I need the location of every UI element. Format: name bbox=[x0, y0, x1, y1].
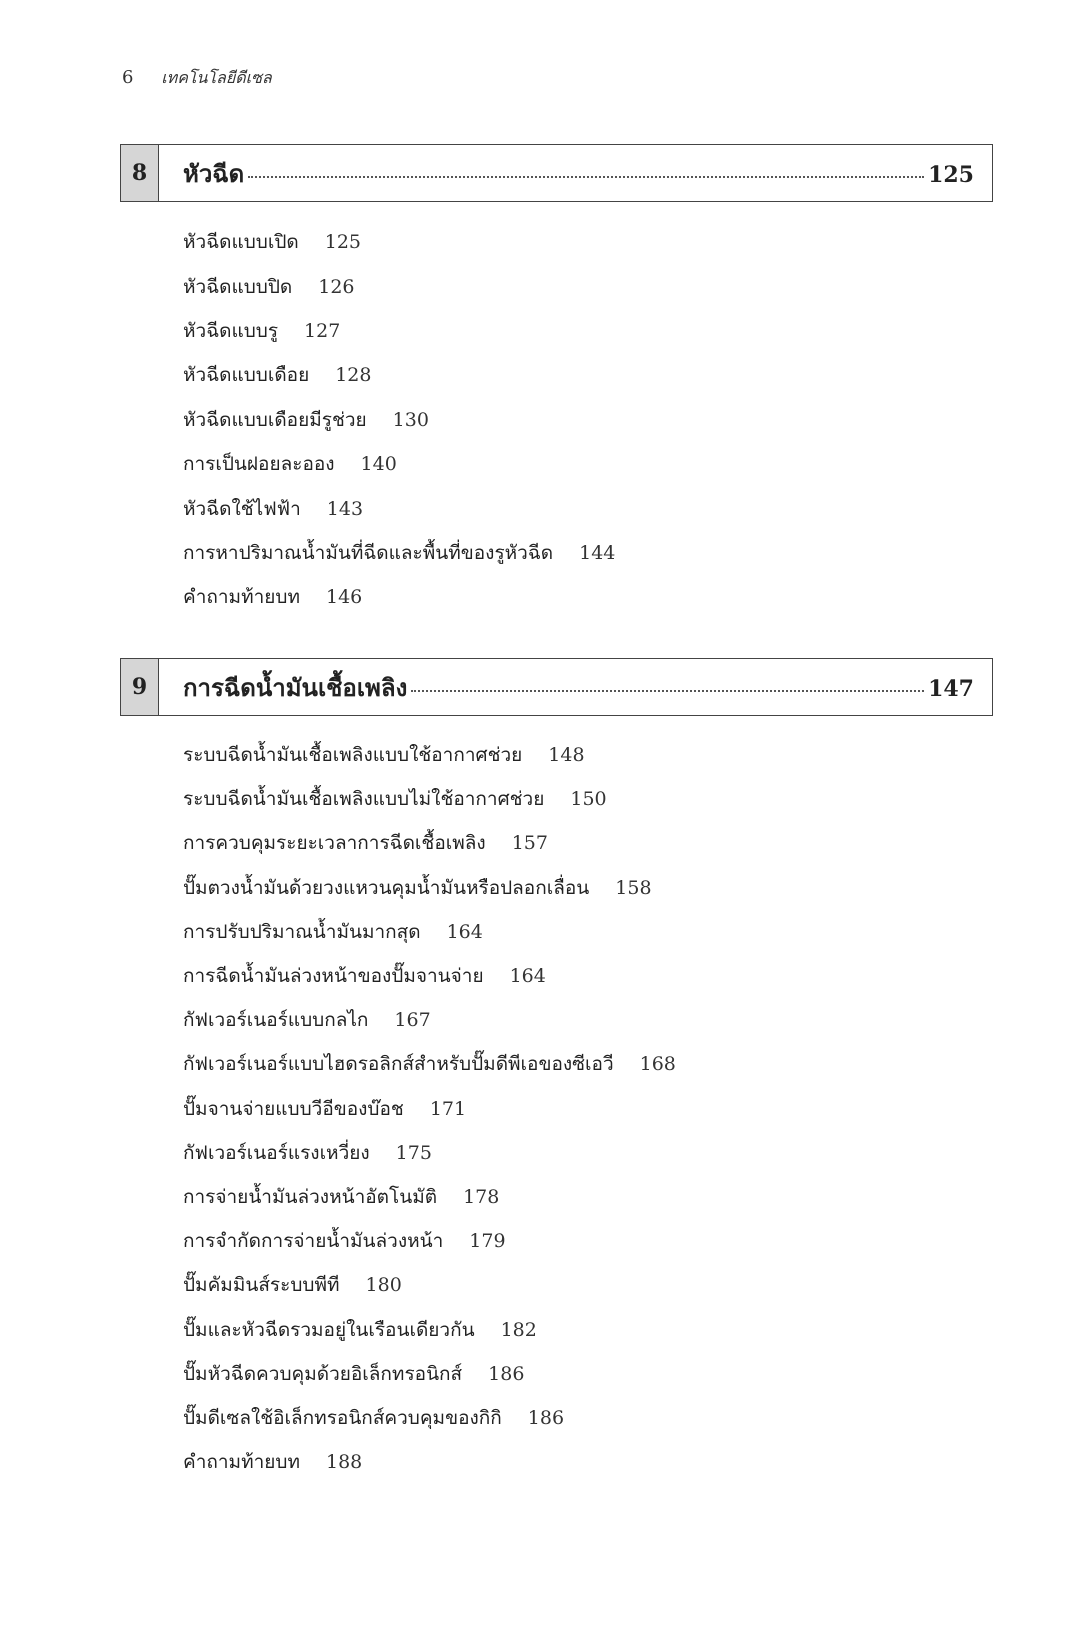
entry-title: การปรับปริมาณน้ำมันมากสุด bbox=[183, 920, 421, 943]
entry-page: 157 bbox=[511, 832, 548, 855]
chapter-number: 8 bbox=[121, 145, 159, 201]
entry-title: ปั๊มจานจ่ายแบบวีอีของบ๊อช bbox=[183, 1097, 404, 1120]
toc-entry bbox=[183, 353, 615, 397]
entry-title: หัวฉีดแบบเดือยมีรูช่วย bbox=[183, 408, 367, 431]
toc-entry bbox=[183, 486, 615, 530]
entry-page: 186 bbox=[488, 1362, 525, 1385]
toc-entry bbox=[183, 954, 676, 998]
entry-title: คำถามท้ายบท bbox=[183, 1451, 300, 1474]
toc-entry bbox=[183, 220, 615, 264]
toc-entry bbox=[183, 1219, 676, 1263]
entry-page: 130 bbox=[392, 408, 429, 431]
entry-title: การควบคุมระยะเวลาการฉีดเชื้อเพลิง bbox=[183, 832, 486, 855]
dot-leader bbox=[411, 690, 924, 692]
entry-title: คำถามท้ายบท bbox=[183, 586, 300, 609]
entry-page: 168 bbox=[639, 1053, 676, 1076]
toc-entry bbox=[183, 998, 676, 1042]
entry-page: 127 bbox=[304, 319, 341, 342]
toc-entry bbox=[183, 531, 615, 575]
entry-title: หัวฉีดใช้ไฟฟ้า bbox=[183, 497, 301, 520]
entry-page: 140 bbox=[360, 453, 397, 476]
entry-page: 143 bbox=[326, 497, 364, 520]
dot-leader bbox=[248, 176, 924, 178]
entry-page: 179 bbox=[469, 1230, 506, 1253]
entry-page: 148 bbox=[548, 744, 585, 767]
toc-entry bbox=[183, 1263, 676, 1307]
entry-title: หัวฉีดแบบรู bbox=[183, 319, 279, 342]
entry-title: ปั๊มและหัวฉีดรวมอยู่ในเรือนเดียวกัน bbox=[183, 1318, 475, 1341]
toc-entry bbox=[183, 733, 676, 777]
toc-entry bbox=[183, 1440, 676, 1484]
entry-page: 146 bbox=[326, 586, 363, 609]
entry-page: 126 bbox=[318, 275, 355, 298]
toc-entry bbox=[183, 866, 676, 910]
entry-page: 175 bbox=[395, 1141, 432, 1164]
entry-title: หัวฉีดแบบปิด bbox=[183, 275, 293, 298]
entry-page: 178 bbox=[463, 1185, 500, 1208]
entry-page: 158 bbox=[615, 876, 652, 899]
toc-entry bbox=[183, 1131, 676, 1175]
toc-entry bbox=[183, 1175, 676, 1219]
chapter-title: การฉีดน้ำมันเชื้อเพลิง bbox=[183, 672, 408, 702]
chapter-page: 125 bbox=[928, 161, 974, 188]
toc-entry bbox=[183, 442, 615, 486]
entry-title: หัวฉีดแบบเปิด bbox=[183, 231, 299, 254]
entry-title: ปั๊มดีเซลใช้อิเล็กทรอนิกส์ควบคุมของกิกิ bbox=[183, 1406, 502, 1429]
toc-entry bbox=[183, 1042, 676, 1086]
entry-title: ปั๊มตวงน้ำมันด้วยวงแหวนคุมน้ำมันหรือปลอกเลื่อน bbox=[183, 876, 590, 899]
book-title: เทคโนโลยีดีเซล bbox=[161, 68, 272, 87]
toc-entry bbox=[183, 910, 676, 954]
toc-entry bbox=[183, 1307, 676, 1351]
chapter-title: หัวฉีด bbox=[183, 158, 245, 188]
chapter-page: 147 bbox=[928, 675, 974, 702]
entry-title: ระบบฉีดน้ำมันเชื้อเพลิงแบบไม่ใช้อากาศช่วย bbox=[183, 788, 545, 811]
entry-title: กัฟเวอร์เนอร์แบบกลไก bbox=[183, 1009, 369, 1032]
entry-title: การจ่ายน้ำมันล่วงหน้าอัตโนมัติ bbox=[183, 1185, 438, 1208]
entry-title: ปั๊มคัมมินส์ระบบพีที bbox=[183, 1274, 340, 1297]
chapter-title-row bbox=[159, 154, 992, 193]
entry-page: 182 bbox=[500, 1318, 537, 1341]
entry-title: การหาปริมาณน้ำมันที่ฉีดและพื้นที่ของรูหัวฉีด bbox=[183, 541, 554, 564]
toc-entry bbox=[183, 398, 615, 442]
toc-entry bbox=[183, 264, 615, 308]
entry-page: 125 bbox=[324, 231, 362, 254]
entry-page: 180 bbox=[365, 1274, 402, 1297]
running-head bbox=[122, 66, 272, 91]
entry-page: 164 bbox=[509, 965, 546, 988]
entry-title: การฉีดน้ำมันล่วงหน้าของปั๊มจานจ่าย bbox=[183, 965, 484, 988]
chapter-8-heading bbox=[120, 144, 993, 202]
chapter-8-entries bbox=[183, 220, 615, 620]
toc-entry bbox=[183, 1087, 676, 1131]
entry-title: การจำกัดการจ่ายน้ำมันล่วงหน้า bbox=[183, 1230, 444, 1253]
entry-page: 171 bbox=[429, 1097, 467, 1120]
entry-title: ปั๊มหัวฉีดควบคุมด้วยอิเล็กทรอนิกส์ bbox=[183, 1362, 463, 1385]
entry-title: กัฟเวอร์เนอร์แบบไฮดรอลิกส์สำหรับปั๊มดีพีเอของซีเอวี bbox=[183, 1053, 614, 1076]
entry-page: 186 bbox=[527, 1406, 565, 1429]
entry-page: 144 bbox=[579, 541, 616, 564]
toc-entry bbox=[183, 1352, 676, 1396]
entry-page: 164 bbox=[446, 920, 483, 943]
chapter-title-row bbox=[159, 668, 992, 707]
entry-title: หัวฉีดแบบเดือย bbox=[183, 364, 310, 387]
entry-title: ระบบฉีดน้ำมันเชื้อเพลิงแบบใช้อากาศช่วย bbox=[183, 744, 523, 767]
toc-entry bbox=[183, 821, 676, 865]
chapter-9-heading bbox=[120, 658, 993, 716]
entry-title: การเป็นฝอยละออง bbox=[183, 453, 335, 476]
toc-entry bbox=[183, 777, 676, 821]
entry-page: 150 bbox=[570, 788, 607, 811]
entry-page: 188 bbox=[326, 1451, 363, 1474]
entry-page: 167 bbox=[394, 1009, 431, 1032]
entry-title: กัฟเวอร์เนอร์แรงเหวี่ยง bbox=[183, 1141, 370, 1164]
chapter-9-entries bbox=[183, 733, 676, 1484]
toc-entry bbox=[183, 575, 615, 619]
chapter-number: 9 bbox=[121, 659, 159, 715]
toc-entry bbox=[183, 1396, 676, 1440]
toc-entry bbox=[183, 309, 615, 353]
page-number: 6 bbox=[122, 67, 134, 88]
entry-page: 128 bbox=[335, 364, 372, 387]
